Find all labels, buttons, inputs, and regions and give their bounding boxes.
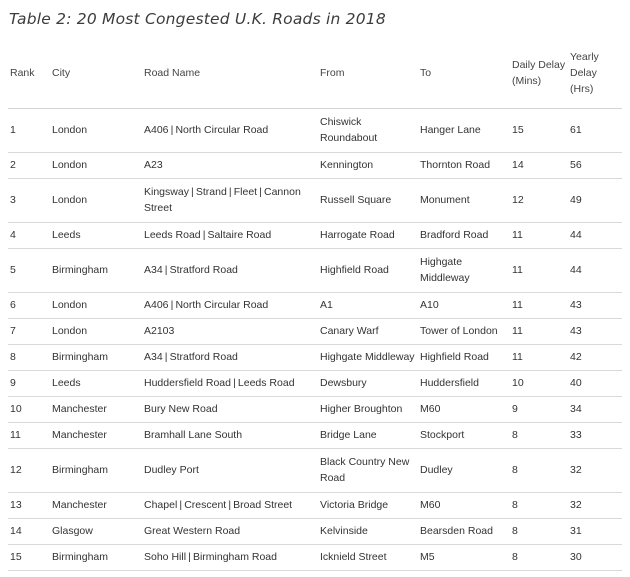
cell-daily-delay: 11 — [512, 229, 523, 241]
cell-to: Tower of London — [420, 325, 498, 337]
cell-yearly-delay: 30 — [570, 551, 582, 563]
cell-road-name: Great Western Road — [144, 525, 241, 537]
cell-rank: 2 — [10, 159, 16, 171]
cell-to: M5 — [420, 551, 435, 563]
cell-rank: 13 — [10, 499, 22, 511]
cell-from: Highfield Road — [320, 264, 389, 276]
cell-city: Leeds — [52, 377, 81, 389]
header-city: City — [50, 38, 142, 108]
cell-road-name: Bury New Road — [144, 403, 218, 415]
cell-to: Dudley — [420, 464, 453, 476]
cell-road-name: A406 | North Circular Road — [144, 299, 269, 311]
table-row — [8, 518, 622, 544]
table-row — [8, 248, 622, 292]
table-row — [8, 396, 622, 422]
congested-roads-table — [8, 38, 622, 571]
cell-rank: 1 — [10, 124, 16, 136]
header-row — [8, 38, 622, 108]
cell-city: Birmingham — [52, 351, 109, 363]
cell-city: Birmingham — [52, 464, 109, 476]
cell-city: Leeds — [52, 229, 81, 241]
table-row — [8, 544, 622, 570]
cell-road-name: Bramhall Lane South — [144, 429, 243, 441]
cell-road-name: A2103 — [144, 325, 175, 337]
cell-yearly-delay: 34 — [570, 403, 582, 415]
cell-from: Victoria Bridge — [320, 499, 389, 511]
cell-daily-delay: 8 — [512, 464, 518, 476]
table-row — [8, 222, 622, 248]
header-from: From — [318, 38, 418, 108]
cell-daily-delay: 11 — [512, 351, 523, 363]
cell-yearly-delay: 49 — [570, 194, 582, 206]
cell-from: Dewsbury — [320, 377, 367, 389]
table-title: Table 2: 20 Most Congested U.K. Roads in 2018 — [9, 10, 386, 28]
cell-from: Black Country New Road — [320, 456, 410, 484]
cell-road-name: A406 | North Circular Road — [144, 124, 269, 136]
table-row — [8, 492, 622, 518]
cell-yearly-delay: 31 — [570, 525, 582, 537]
cell-city: Manchester — [52, 499, 107, 511]
cell-city: London — [52, 124, 88, 136]
cell-from: Highgate Middleway — [320, 351, 415, 363]
cell-yearly-delay: 43 — [570, 299, 582, 311]
cell-rank: 8 — [10, 351, 16, 363]
cell-yearly-delay: 44 — [570, 264, 582, 276]
cell-to: A10 — [420, 299, 439, 311]
cell-daily-delay: 14 — [512, 159, 524, 171]
cell-to: M60 — [420, 499, 441, 511]
cell-city: Birmingham — [52, 264, 109, 276]
cell-from: Canary Warf — [320, 325, 379, 337]
cell-to: Stockport — [420, 429, 465, 441]
table-row — [8, 108, 622, 152]
cell-rank: 15 — [10, 551, 22, 563]
cell-yearly-delay: 42 — [570, 351, 582, 363]
cell-to: Bearsden Road — [420, 525, 493, 537]
header-rank: Rank — [8, 38, 50, 108]
cell-from: Chiswick Roundabout — [320, 116, 378, 144]
cell-from: Russell Square — [320, 194, 392, 206]
cell-from: Icknield Street — [320, 551, 387, 563]
cell-city: London — [52, 325, 88, 337]
cell-road-name: A34 | Stratford Road — [144, 264, 238, 276]
cell-from: Harrogate Road — [320, 229, 395, 241]
cell-daily-delay: 11 — [512, 325, 523, 337]
cell-daily-delay: 8 — [512, 429, 518, 441]
header-road-name: Road Name — [142, 38, 318, 108]
table-row — [8, 344, 622, 370]
table-row — [8, 292, 622, 318]
cell-rank: 7 — [10, 325, 16, 337]
cell-road-name: A34 | Stratford Road — [144, 351, 238, 363]
cell-yearly-delay: 32 — [570, 499, 582, 511]
cell-yearly-delay: 33 — [570, 429, 582, 441]
cell-rank: 6 — [10, 299, 16, 311]
cell-city: Glasgow — [52, 525, 93, 537]
cell-daily-delay: 11 — [512, 264, 523, 276]
cell-daily-delay: 10 — [512, 377, 524, 389]
cell-city: Manchester — [52, 403, 107, 415]
cell-from: Kelvinside — [320, 525, 368, 537]
table-row — [8, 178, 622, 222]
cell-rank: 9 — [10, 377, 16, 389]
cell-road-name: Kingsway | Strand | Fleet | Cannon Street — [144, 186, 301, 214]
table-row — [8, 318, 622, 344]
cell-daily-delay: 9 — [512, 403, 518, 415]
cell-daily-delay: 11 — [512, 299, 523, 311]
cell-rank: 11 — [10, 429, 21, 441]
cell-yearly-delay: 40 — [570, 377, 582, 389]
cell-rank: 4 — [10, 229, 16, 241]
cell-to: Bradford Road — [420, 229, 489, 241]
cell-to: Monument — [420, 194, 470, 206]
cell-rank: 14 — [10, 525, 22, 537]
cell-city: London — [52, 299, 88, 311]
cell-road-name: Leeds Road | Saltaire Road — [144, 229, 272, 241]
cell-daily-delay: 8 — [512, 525, 518, 537]
cell-rank: 12 — [10, 464, 22, 476]
cell-yearly-delay: 32 — [570, 464, 582, 476]
cell-daily-delay: 12 — [512, 194, 524, 206]
cell-yearly-delay: 44 — [570, 229, 582, 241]
cell-to: M60 — [420, 403, 441, 415]
cell-city: Manchester — [52, 429, 107, 441]
cell-daily-delay: 15 — [512, 124, 524, 136]
header-to: To — [418, 38, 510, 108]
cell-road-name: Dudley Port — [144, 464, 199, 476]
table-row — [8, 152, 622, 178]
cell-from: A1 — [320, 299, 333, 311]
cell-from: Kennington — [320, 159, 374, 171]
cell-road-name: Chapel | Crescent | Broad Street — [144, 499, 293, 511]
cell-from: Bridge Lane — [320, 429, 377, 441]
cell-to: Huddersfield — [420, 377, 479, 389]
cell-from: Higher Broughton — [320, 403, 403, 415]
cell-road-name: A23 — [144, 159, 163, 171]
cell-to: Highfield Road — [420, 351, 489, 363]
cell-yearly-delay: 61 — [570, 124, 582, 136]
cell-to: Highgate Middleway — [420, 256, 470, 284]
table-row — [8, 370, 622, 396]
cell-rank: 10 — [10, 403, 22, 415]
cell-road-name: Huddersfield Road | Leeds Road — [144, 377, 295, 389]
cell-to: Hanger Lane — [420, 124, 481, 136]
header-daily-delay: Daily Delay (Mins) — [510, 38, 568, 108]
cell-yearly-delay: 43 — [570, 325, 582, 337]
cell-rank: 3 — [10, 194, 16, 206]
table-row — [8, 448, 622, 492]
table-row — [8, 422, 622, 448]
cell-to: Thornton Road — [420, 159, 491, 171]
cell-city: London — [52, 194, 88, 206]
cell-daily-delay: 8 — [512, 499, 518, 511]
header-yearly-delay: Yearly Delay (Hrs) — [568, 38, 622, 108]
cell-city: London — [52, 159, 88, 171]
cell-yearly-delay: 56 — [570, 159, 582, 171]
cell-city: Birmingham — [52, 551, 109, 563]
cell-rank: 5 — [10, 264, 16, 276]
cell-road-name: Soho Hill | Birmingham Road — [144, 551, 277, 563]
cell-daily-delay: 8 — [512, 551, 518, 563]
